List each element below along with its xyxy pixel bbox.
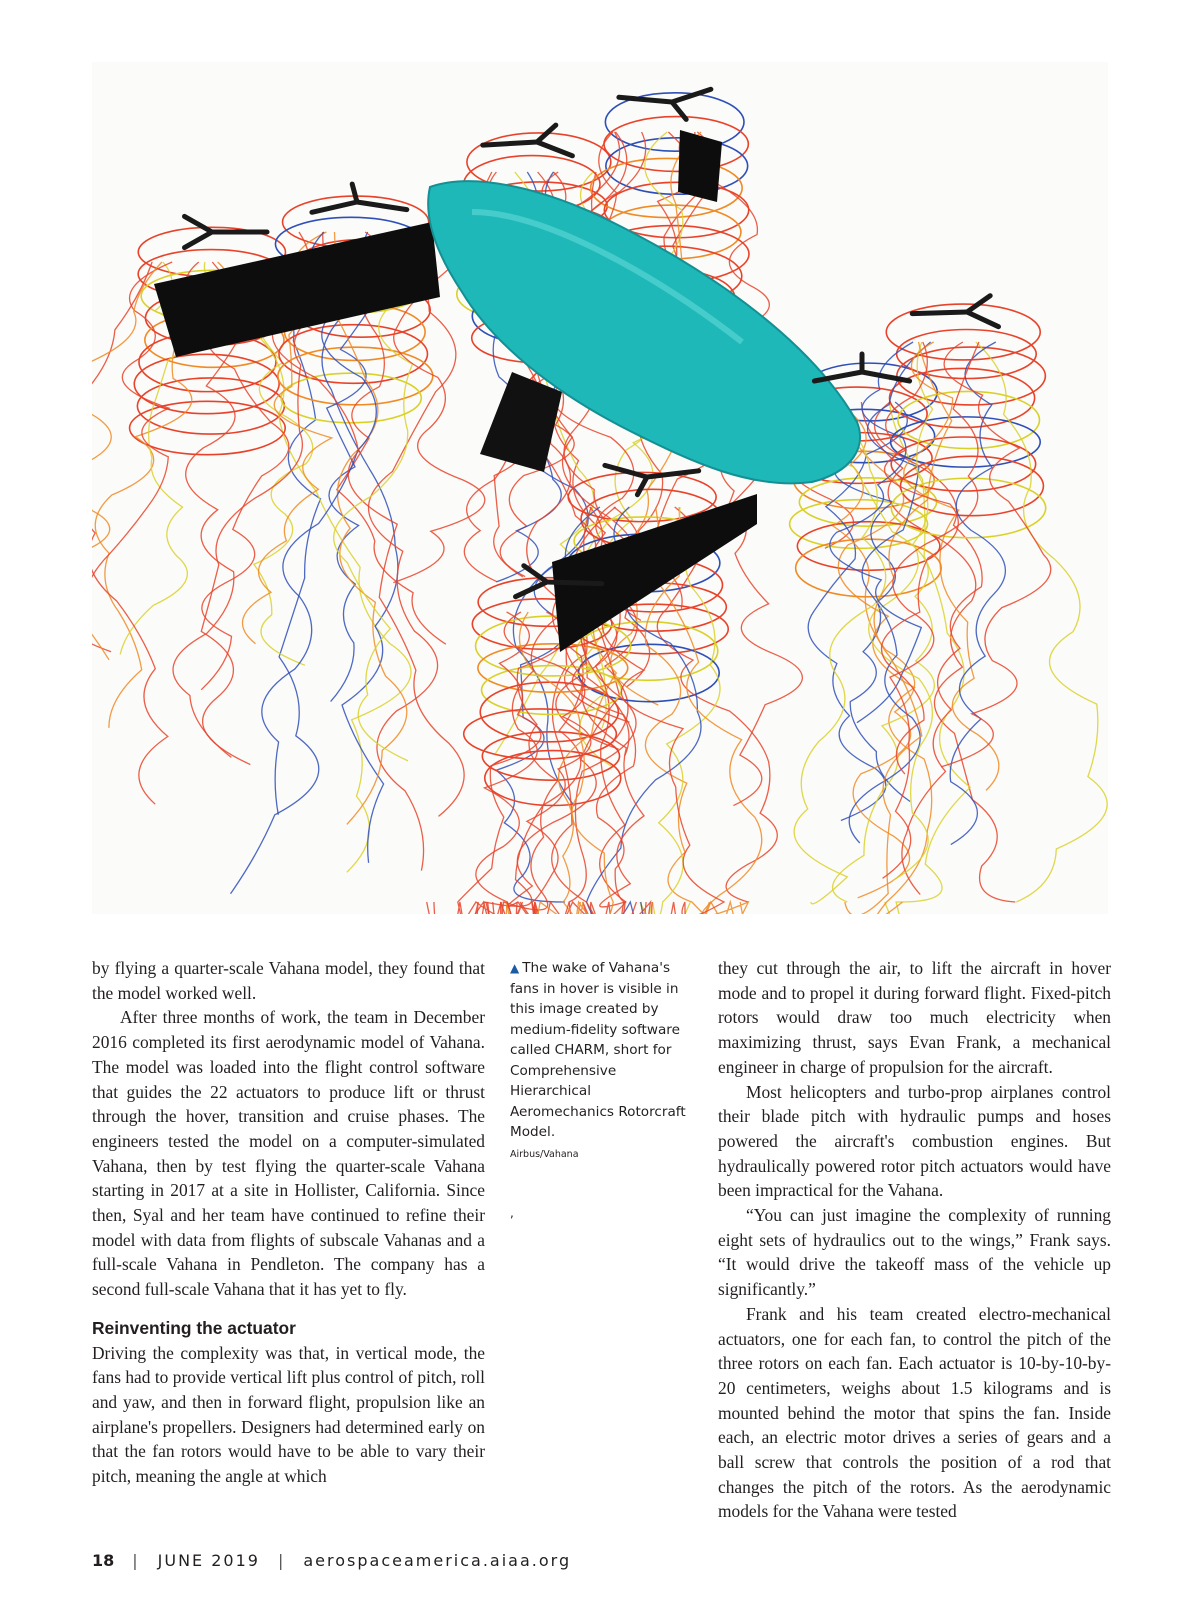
rear-wing-right	[678, 130, 722, 202]
page-number: 18	[92, 1551, 115, 1570]
rotor-blade	[537, 142, 572, 156]
wake-streamline	[92, 262, 172, 652]
paragraph: Driving the complexity was that, in vertical mode, the fans had to provide vertical lift plus control of pitch, roll and yaw, and then in forward flight, propulsion like an airplane's propellers. Designers had determined early on that the fan rotors would have to be able to vary their pitch, meaning the angle at which	[92, 1342, 485, 1487]
figure-caption	[510, 958, 695, 1163]
wake-streamline	[322, 232, 398, 863]
rotor-blade	[185, 216, 213, 232]
rotor-blade	[516, 582, 548, 597]
wake-streamline	[976, 342, 1107, 902]
rotor-blade	[185, 232, 213, 248]
vahana-wake-figure	[92, 62, 1108, 914]
website-url: aerospaceamerica.aiaa.org	[303, 1551, 572, 1570]
issue-date: JUNE 2019	[157, 1551, 260, 1570]
wake-streamline	[883, 342, 979, 878]
rotor-blade	[647, 471, 699, 477]
article-column-right	[718, 956, 1111, 1524]
rotor-blade	[357, 202, 407, 210]
wake-streamline	[450, 612, 565, 914]
rotor-blade	[547, 582, 602, 584]
paragraph: Most helicopters and turbo-prop airplanes control their blade pitch with hydraulic pumps and hoses powered the aircraft's combustion engines. But hydraulically powered rotor pitch actuators would have been impractical for the Vahana.	[718, 1081, 1111, 1201]
photo-credit: Airbus/Vahana	[510, 1148, 579, 1160]
rotor-blade	[967, 312, 999, 327]
wake-ring	[476, 616, 631, 676]
page-footer	[92, 1551, 571, 1570]
paragraph: “You can just imagine the complexity of running eight sets of hydraulics out to the wings,” Frank says. “It would drive the takeoff mass of the vehicle up significantly.”	[718, 1205, 1111, 1300]
rotor-blade	[912, 312, 967, 314]
section-heading: Reinventing the actuator	[92, 1317, 296, 1338]
wake-streamline	[845, 342, 952, 914]
wake-streamline	[92, 262, 168, 804]
wake-ring	[897, 347, 1046, 405]
footer-separator: |	[132, 1551, 140, 1570]
rotor-blade	[312, 202, 357, 212]
rotor-blade	[483, 142, 537, 145]
caption-text: The wake of Vahana's fans in hover is visible in this image created by medium-fidelity software called CHARM, short for Comprehensive Hierarchical Aeromechanics Rotorcraft Model.	[510, 960, 686, 1140]
wake-ring	[891, 417, 1041, 467]
paragraph: they cut through the air, to lift the aircraft in hover mode and to propel it during forward flight. Fixed-pitch rotors would draw too much electricity when maximizing thrust, says Evan Frank, a mechanical engineer in charge of propulsion for the aircraft.	[718, 958, 1111, 1077]
vahana-wake-illustration	[92, 62, 1108, 914]
paragraph: Frank and his team created electro-mechanical actuators, one for each fan, to control the pitch of the three rotors on each fan. Each actuator is 10-by-10-by-20 centimeters, weighs about 1.5 kilograms and is mounted behind the motor that spins the fan. Inside each, an electric motor drives a series of gears and a ball screw that controls the position of a rod that changes the pitch of the rotors. As the aerodynamic models for the Vahana were tested	[718, 1303, 1111, 1522]
footer-separator: |	[277, 1551, 286, 1570]
paragraph: by flying a quarter-scale Vahana model, they found that the model worked well.	[92, 958, 485, 1003]
wake-streamline	[941, 342, 1051, 767]
rotor-blade	[352, 184, 357, 202]
tail-fin	[480, 372, 562, 472]
paragraph: After three months of work, the team in December 2016 completed its first aerodynamic model of Vahana. The model was loaded into the flight control software that guides the 22 actuators to produce lift or thrust through the hover, transition and cruise phases. The engineers tested the model on a computer-simulated Vahana, then by test flying the quarter-scale Vahana starting in 2017 at a site in Hollister, California. Since then, Syal and her team have continued to refine their model with data from flights of subscale Vahanas and a full-scale Vahana in Pendleton. The company has a second full-scale Vahana that it has yet to fly.	[92, 1007, 485, 1300]
article-column-left	[92, 956, 485, 1489]
caption-triangle-icon: ▲	[510, 961, 520, 975]
stray-mark: ,	[510, 1206, 514, 1220]
